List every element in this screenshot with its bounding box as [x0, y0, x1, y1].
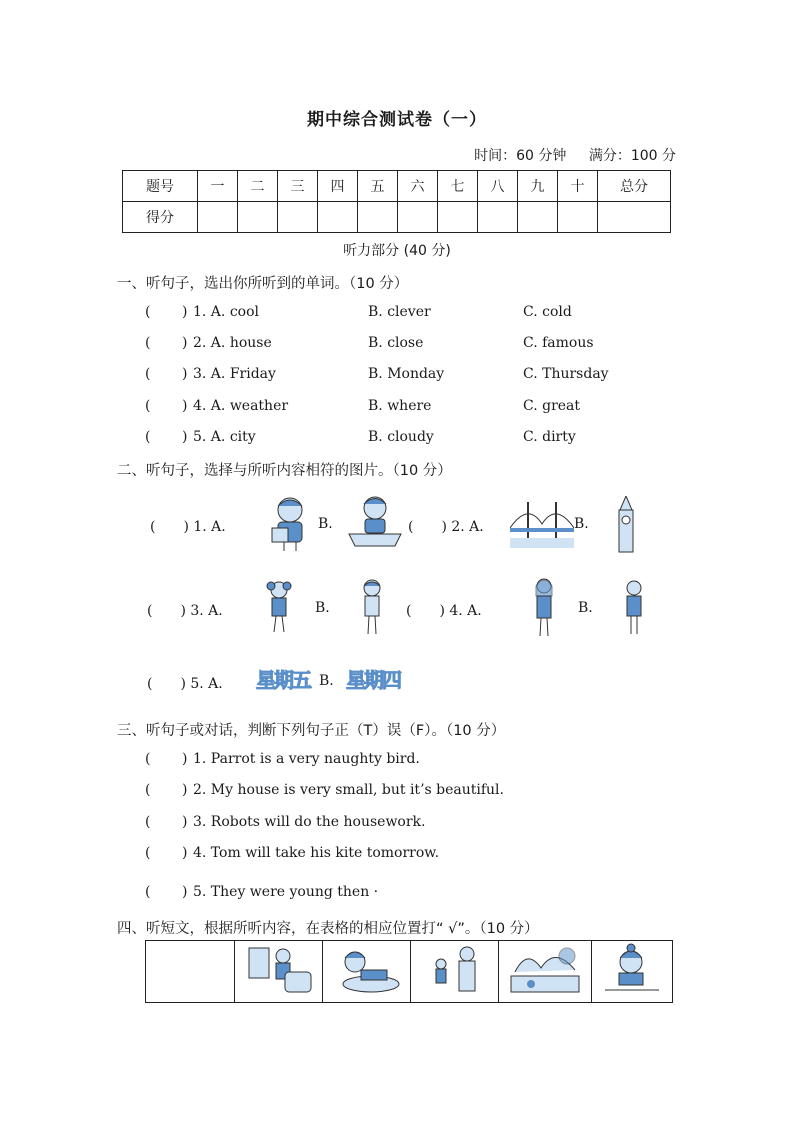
girl-washing-picture — [243, 942, 315, 998]
full-score: 满分：100 分 — [588, 148, 676, 164]
time-limit: 时间：60 分钟 — [474, 148, 567, 164]
score-cell: 六 — [398, 171, 438, 202]
score-cell: 五 — [358, 171, 398, 202]
picture-question-4: ( ) 4. A. — [406, 603, 482, 619]
bridge-picture[interactable] — [510, 498, 574, 548]
option-a: 2. A. house — [193, 335, 272, 351]
girl-writing-picture — [599, 942, 665, 998]
close-paren: ) — [182, 366, 188, 382]
score-cell: 一 — [198, 171, 238, 202]
score-entry-cell[interactable] — [598, 202, 671, 233]
answer-paren[interactable]: ( — [145, 429, 151, 445]
exam-meta — [456, 145, 676, 165]
score-entry-cell[interactable] — [318, 202, 358, 233]
option-b: B. close — [368, 335, 424, 351]
answer-paren[interactable]: ( — [145, 304, 151, 320]
close-paren: ) — [182, 304, 188, 320]
answer-paren[interactable]: ( — [145, 366, 151, 382]
section2-title: 二、听句子，选择与所听内容相符的图片。（10 分） — [117, 463, 452, 479]
close-paren: ) — [182, 814, 188, 830]
girl-picture[interactable] — [264, 580, 294, 634]
option-b-label: B. — [318, 516, 333, 532]
picture-question-5: ( ) 5. A. — [147, 676, 223, 692]
option-b: B. where — [368, 398, 432, 414]
option-b-label: B. — [319, 673, 334, 689]
option-c: C. dirty — [523, 429, 576, 445]
option-a: 3. A. Friday — [193, 366, 276, 382]
score-table-header-row — [123, 171, 671, 202]
picture-cell[interactable] — [499, 941, 592, 1003]
picture-cell[interactable] — [411, 941, 499, 1003]
score-cell: 九 — [518, 171, 558, 202]
option-c: C. great — [523, 398, 581, 414]
score-cell: 三 — [278, 171, 318, 202]
statement: 1. Parrot is a very naughty bird. — [193, 751, 420, 767]
answer-paren[interactable]: ( — [145, 782, 151, 798]
check-table — [145, 940, 673, 1003]
girl-reading-picture — [331, 942, 403, 998]
boy-drawing-picture[interactable] — [345, 494, 405, 550]
friday-word-picture[interactable]: 星期五 — [256, 668, 310, 692]
option-a: 5. A. city — [193, 429, 256, 445]
close-paren: ) — [182, 751, 188, 767]
option-a: 1. A. cool — [193, 304, 259, 320]
statement: 5. They were young then · — [193, 884, 379, 900]
close-paren: ) — [182, 429, 188, 445]
score-entry-cell[interactable] — [198, 202, 238, 233]
option-b: B. clever — [368, 304, 431, 320]
close-paren: ) — [182, 398, 188, 414]
picture-question-3: ( ) 3. A. — [147, 603, 223, 619]
score-entry-cell[interactable] — [478, 202, 518, 233]
statement: 2. My house is very small, but it’s beautiful. — [193, 782, 504, 798]
answer-paren[interactable]: ( — [145, 751, 151, 767]
statement: 3. Robots will do the housework. — [193, 814, 426, 830]
score-cell: 七 — [438, 171, 478, 202]
option-c: C. famous — [523, 335, 594, 351]
short-boy-picture[interactable] — [622, 578, 646, 636]
boy-picture[interactable] — [357, 578, 387, 636]
option-b-label: B. — [578, 600, 593, 616]
option-c: C. Thursday — [523, 366, 609, 382]
score-cell: 四 — [318, 171, 358, 202]
section4-title: 四、听短文，根据所听内容，在表格的相应位置打“ √”。（10 分） — [117, 921, 539, 937]
picture-cell[interactable] — [592, 941, 673, 1003]
score-table — [122, 170, 671, 233]
tall-girl-picture[interactable] — [530, 576, 558, 638]
page-title: 期中综合测试卷（一） — [307, 110, 487, 130]
listening-part-title: 听力部分 (40 分) — [343, 243, 451, 259]
score-entry-cell[interactable] — [238, 202, 278, 233]
section3-title: 三、听句子或对话，判断下列句子正（T）误（F）。（10 分） — [117, 723, 506, 739]
close-paren: ) — [182, 335, 188, 351]
section1-title: 一、听句子，选出你所听到的单词。（10 分） — [117, 276, 409, 292]
grandma-and-child-picture — [419, 942, 491, 998]
score-entry-cell[interactable] — [358, 202, 398, 233]
option-b-label: B. — [574, 516, 589, 532]
picture-cell[interactable] — [235, 941, 323, 1003]
option-a: 4. A. weather — [193, 398, 289, 414]
score-entry-cell[interactable] — [278, 202, 318, 233]
score-cell: 题号 — [123, 171, 198, 202]
score-cell: 十 — [558, 171, 598, 202]
score-table-score-row — [123, 202, 671, 233]
answer-paren[interactable]: ( — [145, 335, 151, 351]
statement: 4. Tom will take his kite tomorrow. — [193, 845, 440, 861]
check-table-row — [146, 941, 673, 1003]
option-b: B. cloudy — [368, 429, 434, 445]
picture-question-1: ( ) 1. A. — [150, 519, 226, 535]
score-cell: 总分 — [598, 171, 671, 202]
score-cell: 二 — [238, 171, 278, 202]
answer-paren[interactable]: ( — [145, 845, 151, 861]
picture-question-2: ( ) 2. A. — [408, 519, 484, 535]
score-label-cell: 得分 — [123, 202, 198, 233]
answer-paren[interactable]: ( — [145, 398, 151, 414]
option-b: B. Monday — [368, 366, 445, 382]
score-entry-cell[interactable] — [438, 202, 478, 233]
score-entry-cell[interactable] — [558, 202, 598, 233]
close-paren: ) — [182, 884, 188, 900]
answer-paren[interactable]: ( — [145, 884, 151, 900]
score-cell: 八 — [478, 171, 518, 202]
park-scene-picture — [507, 942, 583, 998]
score-entry-cell[interactable] — [518, 202, 558, 233]
close-paren: ) — [182, 782, 188, 798]
thursday-word-picture[interactable]: 星期四 — [346, 668, 400, 692]
option-b-label: B. — [315, 600, 330, 616]
clock-tower-picture[interactable] — [612, 496, 640, 554]
answer-paren[interactable]: ( — [145, 814, 151, 830]
boy-reading-picture[interactable] — [266, 494, 314, 552]
close-paren: ) — [182, 845, 188, 861]
option-c: C. cold — [523, 304, 572, 320]
blank-cell[interactable] — [146, 941, 235, 1003]
picture-cell[interactable] — [323, 941, 411, 1003]
score-entry-cell[interactable] — [398, 202, 438, 233]
